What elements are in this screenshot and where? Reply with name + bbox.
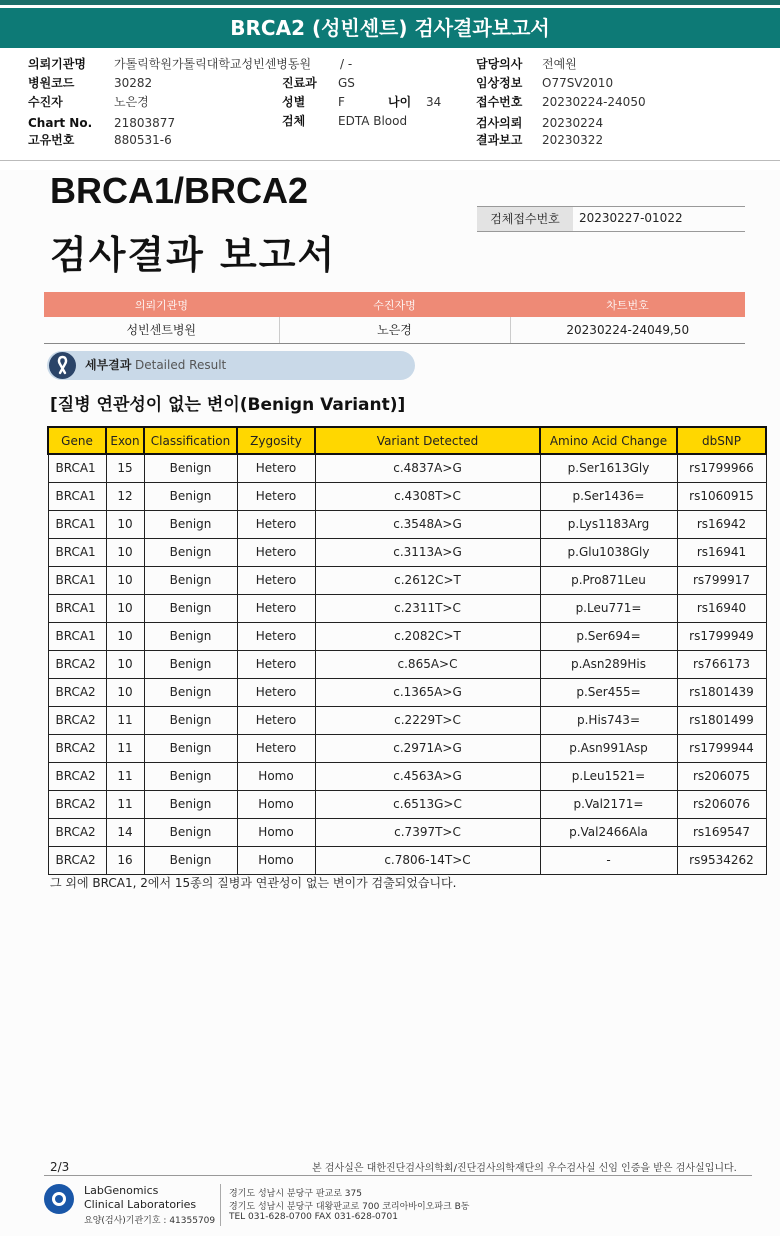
cell-variant: c.7806-14T>C bbox=[315, 846, 540, 874]
cell-classification: Benign bbox=[144, 846, 237, 874]
specimen-receipt-value: 20230227-01022 bbox=[579, 211, 683, 225]
cell-dbsnp: rs9534262 bbox=[677, 846, 766, 874]
cell-zygosity: Hetero bbox=[237, 678, 315, 706]
cell-dbsnp: rs206075 bbox=[677, 762, 766, 790]
request-value: 20230224 bbox=[542, 116, 604, 130]
lab-name-line2: Clinical Laboratories bbox=[84, 1198, 197, 1211]
ribbon-icon bbox=[49, 352, 76, 379]
summary-note: 그 외에 BRCA1, 2에서 15종의 질병과 연관성이 없는 변이가 검출되었습니다. bbox=[50, 876, 457, 890]
cell-exon: 11 bbox=[106, 706, 144, 734]
section-label-kr: 세부결과 bbox=[85, 358, 132, 372]
cell-variant: c.3113A>G bbox=[315, 538, 540, 566]
cell-variant: c.4837A>G bbox=[315, 454, 540, 482]
cell-gene: BRCA2 bbox=[48, 762, 106, 790]
cell-dbsnp: rs16941 bbox=[677, 538, 766, 566]
patient-label: 수진자 bbox=[28, 95, 63, 109]
table-row bbox=[48, 454, 766, 482]
lab-name-line1: LabGenomics bbox=[84, 1184, 159, 1197]
table-row bbox=[48, 538, 766, 566]
cell-amino-acid: p.Ser694= bbox=[540, 622, 677, 650]
age-value: 34 bbox=[426, 95, 442, 109]
cell-dbsnp: rs1799949 bbox=[677, 622, 766, 650]
unique-value: 880531-6 bbox=[114, 133, 172, 147]
cell-exon: 12 bbox=[106, 482, 144, 510]
cell-exon: 11 bbox=[106, 790, 144, 818]
specimen-label: 검체 bbox=[282, 114, 306, 128]
inst-value-patient: 노은경 bbox=[279, 317, 510, 343]
cell-zygosity: Hetero bbox=[237, 706, 315, 734]
cell-amino-acid: p.Ser1436= bbox=[540, 482, 677, 510]
cell-zygosity: Hetero bbox=[237, 594, 315, 622]
col-exon: Exon bbox=[106, 427, 144, 454]
cell-exon: 10 bbox=[106, 566, 144, 594]
cell-gene: BRCA1 bbox=[48, 482, 106, 510]
cell-zygosity: Hetero bbox=[237, 482, 315, 510]
cell-zygosity: Hetero bbox=[237, 454, 315, 482]
cell-zygosity: Hetero bbox=[237, 510, 315, 538]
table-row bbox=[48, 622, 766, 650]
cell-zygosity: Hetero bbox=[237, 622, 315, 650]
cell-variant: c.2082C>T bbox=[315, 622, 540, 650]
cell-classification: Benign bbox=[144, 734, 237, 762]
cell-gene: BRCA2 bbox=[48, 650, 106, 678]
cell-dbsnp: rs1799944 bbox=[677, 734, 766, 762]
cell-variant: c.4308T>C bbox=[315, 482, 540, 510]
inst-value-institution: 성빈센트병원 bbox=[44, 317, 279, 343]
institution-value: 가톨릭학원가톨릭대학교성빈센병동원 bbox=[114, 57, 312, 71]
col-amino-acid-change: Amino Acid Change bbox=[540, 427, 677, 454]
cell-dbsnp: rs1799966 bbox=[677, 454, 766, 482]
footer-vertical-divider bbox=[220, 1184, 221, 1226]
inst-value-chart: 20230224-24049,50 bbox=[510, 317, 745, 343]
cell-exon: 10 bbox=[106, 538, 144, 566]
cell-exon: 14 bbox=[106, 818, 144, 846]
cell-amino-acid: p.Asn991Asp bbox=[540, 734, 677, 762]
cell-classification: Benign bbox=[144, 678, 237, 706]
cell-gene: BRCA2 bbox=[48, 818, 106, 846]
table-row bbox=[48, 678, 766, 706]
cell-zygosity: Homo bbox=[237, 846, 315, 874]
cell-dbsnp: rs16940 bbox=[677, 594, 766, 622]
doctor-label: 담당의사 bbox=[476, 57, 523, 71]
certification-text: 본 검사실은 대한진단검사의학회/진단검사의학재단의 우수검사실 신임 인증을 받은 검사실입니다. bbox=[312, 1163, 737, 1174]
footer-divider bbox=[44, 1175, 752, 1176]
cell-dbsnp: rs206076 bbox=[677, 790, 766, 818]
section-label-en: Detailed Result bbox=[135, 358, 227, 372]
logo-dot bbox=[55, 1195, 63, 1203]
cell-variant: c.1365A>G bbox=[315, 678, 540, 706]
receipt-value: 20230224-24050 bbox=[542, 95, 646, 109]
inst-header-chart: 차트번호 bbox=[510, 292, 745, 317]
cell-classification: Benign bbox=[144, 650, 237, 678]
detailed-result-section bbox=[47, 351, 415, 380]
cell-classification: Benign bbox=[144, 482, 237, 510]
cell-amino-acid: p.Ser1613Gly bbox=[540, 454, 677, 482]
cell-gene: BRCA2 bbox=[48, 734, 106, 762]
cell-gene: BRCA2 bbox=[48, 706, 106, 734]
cell-dbsnp: rs766173 bbox=[677, 650, 766, 678]
cell-variant: c.2971A>G bbox=[315, 734, 540, 762]
cell-amino-acid: p.Glu1038Gly bbox=[540, 538, 677, 566]
table-row bbox=[48, 510, 766, 538]
cell-exon: 15 bbox=[106, 454, 144, 482]
cell-classification: Benign bbox=[144, 594, 237, 622]
report-title-line2: 검사결과 보고서 bbox=[50, 233, 337, 277]
cell-classification: Benign bbox=[144, 706, 237, 734]
cell-gene: BRCA1 bbox=[48, 566, 106, 594]
doctor-value: 전예원 bbox=[542, 57, 577, 71]
cell-gene: BRCA1 bbox=[48, 622, 106, 650]
cell-dbsnp: rs1801439 bbox=[677, 678, 766, 706]
cell-zygosity: Hetero bbox=[237, 538, 315, 566]
cell-gene: BRCA2 bbox=[48, 790, 106, 818]
cell-exon: 10 bbox=[106, 622, 144, 650]
cell-gene: BRCA1 bbox=[48, 454, 106, 482]
age-label: 나이 bbox=[388, 95, 412, 109]
cell-dbsnp: rs799917 bbox=[677, 566, 766, 594]
cell-zygosity: Hetero bbox=[237, 650, 315, 678]
cell-classification: Benign bbox=[144, 538, 237, 566]
cell-gene: BRCA1 bbox=[48, 510, 106, 538]
cell-gene: BRCA2 bbox=[48, 846, 106, 874]
cell-classification: Benign bbox=[144, 454, 237, 482]
result-value: 20230322 bbox=[542, 133, 604, 147]
table-row bbox=[48, 482, 766, 510]
cell-zygosity: Homo bbox=[237, 790, 315, 818]
cell-dbsnp: rs169547 bbox=[677, 818, 766, 846]
col-gene: Gene bbox=[48, 427, 106, 454]
institution-label: 의뢰기관명 bbox=[28, 57, 86, 71]
cell-gene: BRCA1 bbox=[48, 594, 106, 622]
clinical-label: 임상정보 bbox=[476, 76, 523, 90]
divider bbox=[0, 160, 780, 161]
report-title-line1: BRCA1/BRCA2 bbox=[50, 170, 309, 211]
col-zygosity: Zygosity bbox=[237, 427, 315, 454]
dept-value: GS bbox=[338, 76, 355, 90]
cell-amino-acid: p.Val2171= bbox=[540, 790, 677, 818]
col-dbsnp: dbSNP bbox=[677, 427, 766, 454]
col-classification: Classification bbox=[144, 427, 237, 454]
cell-exon: 10 bbox=[106, 510, 144, 538]
patient-value: 노은경 bbox=[114, 95, 149, 109]
report-title-bar: BRCA2 (성빈센트) 검사결과보고서 bbox=[0, 8, 780, 48]
institution-table bbox=[44, 292, 745, 344]
benign-variant-title: [질병 연관성이 없는 변이(Benign Variant)] bbox=[50, 395, 406, 415]
cell-classification: Benign bbox=[144, 622, 237, 650]
lab-code: 요양(검사)기관기호 : 41355709 bbox=[84, 1216, 216, 1226]
address-line2: 경기도 성남시 분당구 대왕판교로 700 코리아바이오파크 B동 bbox=[229, 1202, 470, 1212]
cell-gene: BRCA2 bbox=[48, 678, 106, 706]
cell-classification: Benign bbox=[144, 510, 237, 538]
cell-exon: 10 bbox=[106, 594, 144, 622]
cell-zygosity: Homo bbox=[237, 762, 315, 790]
table-row bbox=[48, 650, 766, 678]
specimen-receipt-label: 검체접수번호 bbox=[477, 207, 573, 231]
cell-exon: 11 bbox=[106, 762, 144, 790]
cell-amino-acid: p.Leu771= bbox=[540, 594, 677, 622]
hospital-code-label: 병원코드 bbox=[28, 76, 75, 90]
sex-label: 성별 bbox=[282, 95, 306, 109]
cell-classification: Benign bbox=[144, 790, 237, 818]
clinical-value: O77SV2010 bbox=[542, 76, 614, 90]
cell-variant: c.3548A>G bbox=[315, 510, 540, 538]
cell-amino-acid: - bbox=[540, 846, 677, 874]
cell-dbsnp: rs1060915 bbox=[677, 482, 766, 510]
table-row bbox=[48, 818, 766, 846]
cell-exon: 11 bbox=[106, 734, 144, 762]
cell-variant: c.865A>C bbox=[315, 650, 540, 678]
hospital-code-value: 30282 bbox=[114, 76, 153, 90]
cell-variant: c.2311T>C bbox=[315, 594, 540, 622]
cell-variant: c.2612C>T bbox=[315, 566, 540, 594]
table-row bbox=[48, 594, 766, 622]
table-row bbox=[48, 846, 766, 874]
cell-zygosity: Hetero bbox=[237, 566, 315, 594]
cell-amino-acid: p.Ser455= bbox=[540, 678, 677, 706]
cell-classification: Benign bbox=[144, 818, 237, 846]
cell-amino-acid: p.Lys1183Arg bbox=[540, 510, 677, 538]
page-number: 2/3 bbox=[50, 1160, 70, 1174]
specimen-value: EDTA Blood bbox=[338, 114, 408, 128]
dept-label: 진료과 bbox=[282, 76, 317, 90]
cell-variant: c.4563A>G bbox=[315, 762, 540, 790]
cell-amino-acid: p.His743= bbox=[540, 706, 677, 734]
cell-gene: BRCA1 bbox=[48, 538, 106, 566]
inst-header-patient: 수진자명 bbox=[279, 292, 510, 317]
inst-header-institution: 의뢰기관명 bbox=[44, 292, 279, 317]
specimen-receipt-box bbox=[477, 206, 745, 232]
cell-amino-acid: p.Pro871Leu bbox=[540, 566, 677, 594]
cell-classification: Benign bbox=[144, 762, 237, 790]
cell-exon: 16 bbox=[106, 846, 144, 874]
chart-label: Chart No. bbox=[28, 116, 93, 130]
table-row bbox=[48, 566, 766, 594]
cell-amino-acid: p.Val2466Ala bbox=[540, 818, 677, 846]
cell-exon: 10 bbox=[106, 678, 144, 706]
col-variant-detected: Variant Detected bbox=[315, 427, 540, 454]
table-row bbox=[48, 706, 766, 734]
table-row bbox=[48, 762, 766, 790]
contact-line: TEL 031-628-0700 FAX 031-628-0701 bbox=[229, 1212, 398, 1222]
chart-value: 21803877 bbox=[114, 116, 176, 130]
cell-variant: c.7397T>C bbox=[315, 818, 540, 846]
cell-dbsnp: rs1801499 bbox=[677, 706, 766, 734]
cell-amino-acid: p.Leu1521= bbox=[540, 762, 677, 790]
table-row bbox=[48, 790, 766, 818]
table-row bbox=[48, 734, 766, 762]
unique-label: 고유번호 bbox=[28, 133, 75, 147]
receipt-label: 접수번호 bbox=[476, 95, 523, 109]
result-label: 결과보고 bbox=[476, 133, 523, 147]
sex-value: F bbox=[338, 95, 345, 109]
request-label: 검사의뢰 bbox=[476, 116, 523, 130]
cell-variant: c.2229T>C bbox=[315, 706, 540, 734]
variant-table bbox=[47, 426, 767, 875]
institution-slash: / - bbox=[340, 57, 353, 71]
cell-zygosity: Homo bbox=[237, 818, 315, 846]
cell-exon: 10 bbox=[106, 650, 144, 678]
cell-zygosity: Hetero bbox=[237, 734, 315, 762]
cell-dbsnp: rs16942 bbox=[677, 510, 766, 538]
cell-amino-acid: p.Asn289His bbox=[540, 650, 677, 678]
address-line1: 경기도 성남시 분당구 판교로 375 bbox=[229, 1189, 362, 1199]
cell-classification: Benign bbox=[144, 566, 237, 594]
cell-variant: c.6513G>C bbox=[315, 790, 540, 818]
top-border bbox=[0, 0, 780, 5]
